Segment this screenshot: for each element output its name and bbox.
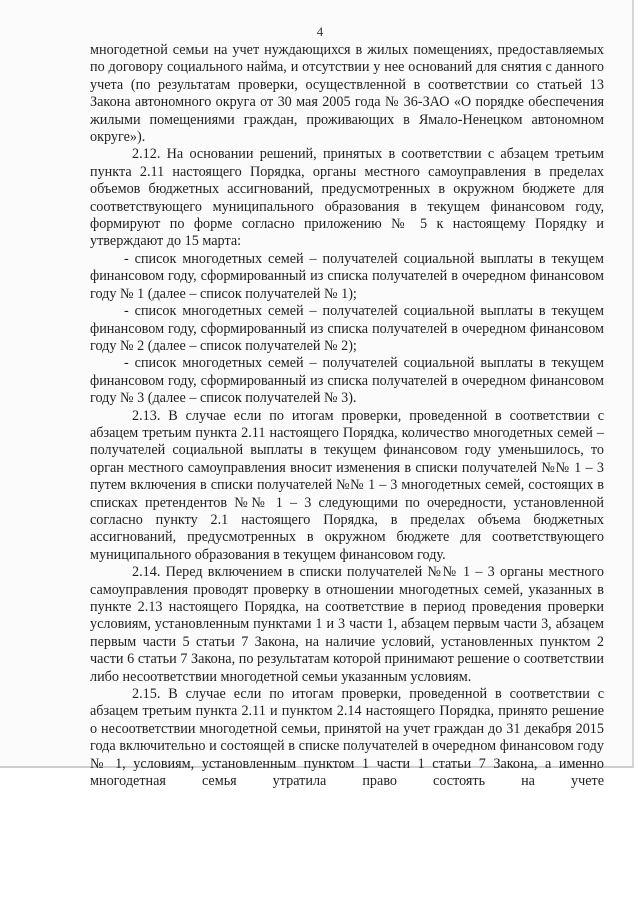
- paragraph-continuation: многодетной семьи на учет нуждающихся в жилых помещениях, предоставляемых по договору социального найма, и отсутствии у нее оснований для снятия с данного учета (по результатам проверки, осуществленной в соответствии со статьей 13 Закона автономного округа от 30 мая 2005 года № 36-ЗАО «О порядке обеспечения жилыми помещениями граждан, проживающих в Ямало-Ненецком автономном округе»).: [90, 42, 604, 146]
- list-item-recipients-1: - список многодетных семей – получателей социальной выплаты в текущем финансовом году, сформированный из списка получателей в очередном финансовом году № 1 (далее – список получателей № 1);: [90, 250, 604, 302]
- paragraph-2-12: 2.12. На основании решений, принятых в соответствии с абзацем третьим пункта 2.11 настоящего Порядка, органы местного самоуправления в пределах объемов бюджетных ассигнований, предусмотренных в окружном бюджете для соответствующего муниципального образования в текущем финансовом году, формируют по форме согласно приложению № 5 к настоящему Порядку и утверждают до 15 марта:: [90, 146, 604, 250]
- paragraph-2-13: 2.13. В случае если по итогам проверки, проведенной в соответствии с абзацем третьим пункта 2.11 настоящего Порядка, количество многодетных семей – получателей социальной выплаты в текущем финансовом году уменьшилось, то орган местного самоуправления вносит изменения в списки получателей №№ 1 – 3 путем включения в списки получателей №№ 1 – 3 многодетных семей, состоящих в списках претендентов №№ 1 – 3 следующими по очередности, установленной согласно пункту 2.1 настоящего Порядка, в пределах объема бюджетных ассигнований, предусмотренных в окружном бюджете для соответствующего муниципального образования в текущем финансовом году.: [90, 407, 604, 563]
- page-number: 4: [316, 24, 324, 39]
- paragraph-2-15: 2.15. В случае если по итогам проверки, проведенной в соответствии с абзацем третьим пункта 2.11 и пунктом 2.14 настоящего Порядка, принято решение о несоответствии многодетной семьи, принятой на учет граждан до 31 декабря 2015 года включительно и состоящей в списке получателей в очередном финансовом году № 1, условиям, установленным пунктом 1 части 1 статьи 7 Закона, а именно многодетная семья утратила право состоять на учете: [90, 686, 604, 790]
- paragraph-2-14: 2.14. Перед включением в списки получателей №№ 1 – 3 органы местного самоуправления проводят проверку в отношении многодетных семей, указанных в пункте 2.13 настоящего Порядка, на соответствие в период проведения проверки условиям, установленным пунктами 1 и 3 части 1, абзацем первым части 3, абзацем первым части 5 статьи 7 Закона, на наличие условий, установленных пунктом 2 части 6 статьи 7 Закона, по результатам которой принимают решение о соответствии либо несоответствии многодетной семьи указанным условиям.: [90, 564, 604, 685]
- list-item-recipients-2: - список многодетных семей – получателей социальной выплаты в текущем финансовом году, сформированный из списка получателей в очередном финансовом году № 2 (далее – список получателей № 2);: [90, 303, 604, 354]
- list-item-recipients-3: - список многодетных семей – получателей социальной выплаты в текущем финансовом году, сформированный из списка получателей в очередном финансовом году № 3 (далее – список получателей № 3).: [90, 355, 604, 407]
- document-body: [90, 42, 604, 790]
